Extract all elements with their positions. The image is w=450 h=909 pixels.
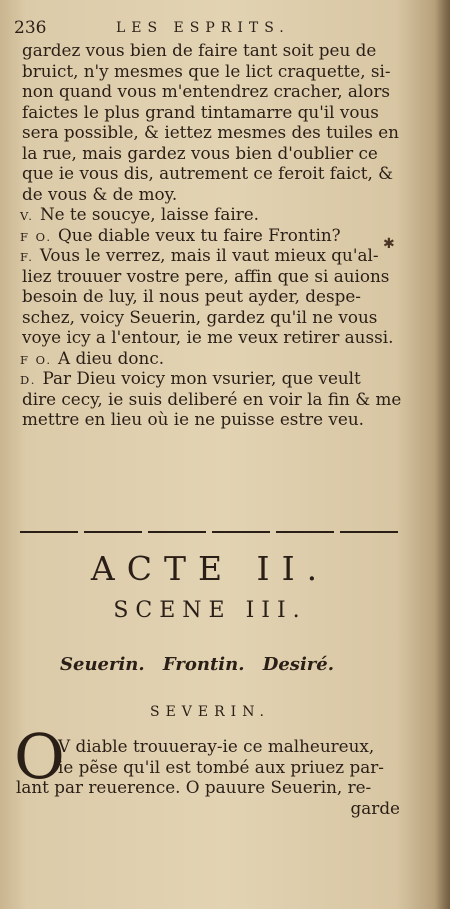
text-line <box>16 307 398 328</box>
text-line <box>16 368 398 389</box>
line-text: gardez vous bien de faire tant soit peu de <box>22 40 377 60</box>
rule-segment <box>340 531 398 533</box>
line-text: mettre en lieu où ie ne puisse estre veu. <box>22 409 364 429</box>
text-line <box>16 40 398 61</box>
rule-segment <box>20 531 78 533</box>
speaker-abbrev: D. <box>20 373 37 387</box>
line-text: besoin de luy, il nous peut ayder, despe- <box>22 286 361 306</box>
rule-segment <box>148 531 206 533</box>
text-line <box>16 163 398 184</box>
speaker-abbrev: V. <box>20 209 34 223</box>
page-number: 236 <box>14 18 47 38</box>
text-line: ie pẽse qu'il est tombé aux priuez par- <box>58 756 384 777</box>
line-text: Vous le verrez, mais il vaut mieux qu'al- <box>39 245 379 265</box>
line-text: que ie vous dis, autrement ce feroit faict, & <box>22 163 394 183</box>
line-text: faictes le plus grand tintamarre qu'il vous <box>22 101 379 122</box>
running-head <box>14 18 430 40</box>
line-text: voye icy a l'entour, ie me veux retirer aussi. <box>22 327 394 347</box>
text-line <box>16 327 398 348</box>
text-line <box>16 286 398 307</box>
line-text: A dieu donc. <box>58 347 165 368</box>
text-line <box>16 184 398 205</box>
drop-capital: O <box>14 720 65 793</box>
text-line <box>16 122 398 143</box>
text-line <box>16 81 398 102</box>
line-text: dire cecy, ie suis deliberé en voir la fin & me <box>22 388 402 409</box>
rule-segment <box>84 531 142 533</box>
act-title: ACTE II. <box>90 549 330 588</box>
text-line <box>16 61 398 82</box>
scene-title: SCENE III. <box>113 598 307 623</box>
line-text: non quand vous m'entendrez cracher, alors <box>22 81 390 101</box>
printer-mark: ✱ <box>383 236 395 252</box>
line-text: Par Dieu voicy mon vsurier, que veult <box>42 368 361 388</box>
text-line <box>16 245 398 266</box>
speaker-abbrev: F. <box>20 250 34 264</box>
text-line: lant par reuerence. O pauure Seuerin, re- <box>16 777 372 797</box>
speaker-abbrev: F O. <box>20 352 53 367</box>
text-line <box>16 102 398 123</box>
line-text: la rue, mais gardez vous bien d'oublier ce <box>22 142 378 163</box>
line-text: de vous & de moy. <box>22 183 178 204</box>
text-line <box>16 348 398 369</box>
line-text: Que diable veux tu faire Frontin? <box>58 224 341 245</box>
line-text: sera possible, & iettez mesmes des tuiles en <box>22 122 399 142</box>
ornamental-rule <box>20 529 398 537</box>
speaker-heading: SEVERIN. <box>149 704 271 720</box>
text-line <box>16 266 398 287</box>
line-text: liez trouuer vostre pere, affin que si auions <box>22 265 390 286</box>
text-line: garde <box>350 797 400 818</box>
speech-text <box>16 736 406 818</box>
speaker-abbrev: F O. <box>20 229 53 244</box>
line-text: bruict, n'y mesmes que le lict craquette, si- <box>22 60 391 81</box>
line-text: schez, voicy Seuerin, gardez qu'il ne vous <box>22 306 378 327</box>
rule-segment <box>276 531 334 533</box>
line-text: Ne te soucye, laisse faire. <box>39 204 260 224</box>
text-line <box>16 143 398 164</box>
text-line: V diable trouueray-ie ce malheureux, <box>58 736 375 756</box>
dialogue-text <box>16 40 402 430</box>
text-line <box>16 204 398 225</box>
text-line <box>16 225 398 246</box>
text-line <box>16 388 402 410</box>
text-line <box>16 409 398 430</box>
scene-characters: Seuerin. Frontin. Desiré. <box>60 654 334 675</box>
running-title: LES ESPRITS. <box>116 20 290 36</box>
rule-segment <box>212 531 270 533</box>
